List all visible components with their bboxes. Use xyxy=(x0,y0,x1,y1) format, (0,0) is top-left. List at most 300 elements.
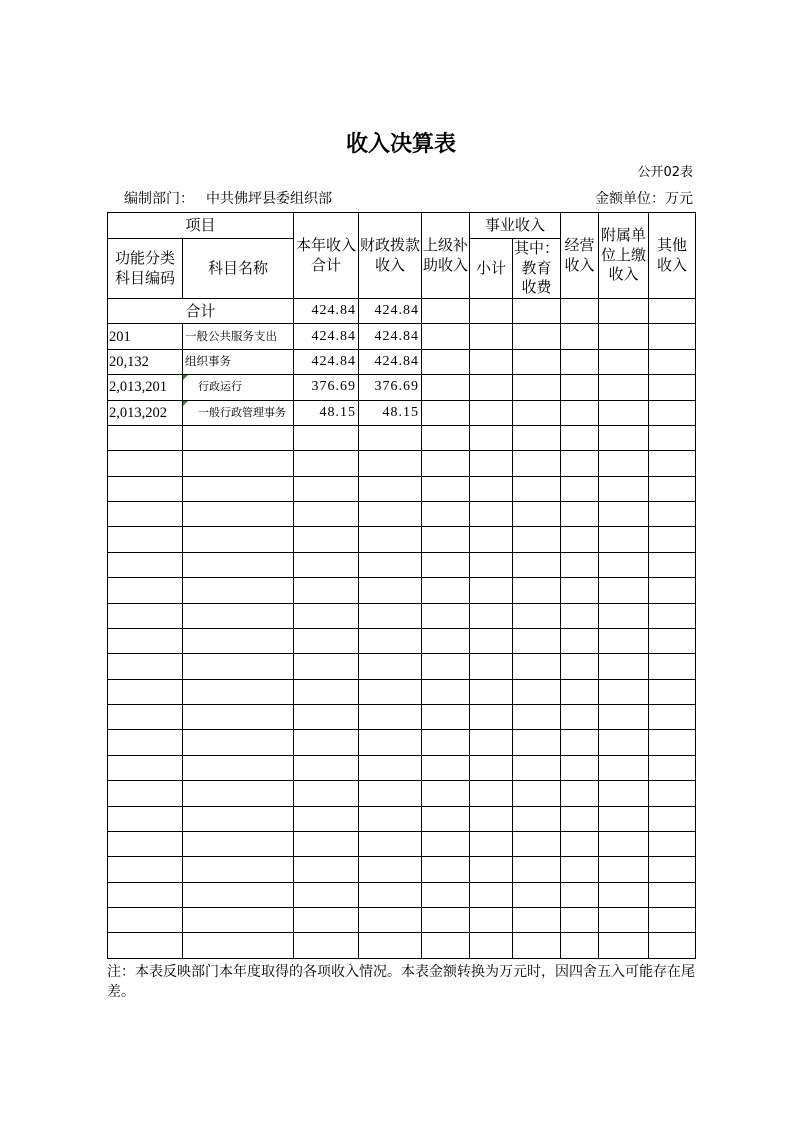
cell-fiscal xyxy=(359,679,422,704)
header-line: 其他 xyxy=(657,236,688,254)
cell-education xyxy=(513,451,561,476)
cell-other xyxy=(649,552,696,577)
cell-affiliated xyxy=(599,755,649,780)
cell-education xyxy=(513,831,561,856)
cell-subtotal xyxy=(470,705,513,730)
cell-other xyxy=(649,628,696,653)
cell-affiliated xyxy=(599,781,649,806)
account-name: 一般公共服务支出 xyxy=(185,330,277,343)
header-line: 收费 xyxy=(521,278,552,297)
header-line: 合计 xyxy=(311,255,342,274)
header-line: 经营 xyxy=(564,236,595,254)
cell-education xyxy=(513,527,561,552)
cell-subtotal xyxy=(470,730,513,755)
cell-name xyxy=(183,425,294,450)
cell-superior xyxy=(422,654,470,679)
cell-superior xyxy=(422,882,470,907)
item-header: 项目 xyxy=(108,213,294,239)
cell-subtotal xyxy=(470,552,513,577)
cell-superior xyxy=(422,603,470,628)
fiscal-income-header xyxy=(359,213,422,299)
cell-name xyxy=(183,527,294,552)
cell-total: 424.84 xyxy=(294,349,359,374)
empty-row xyxy=(108,679,696,704)
cell-fiscal xyxy=(359,882,422,907)
form-code: 公开02表 xyxy=(637,165,693,180)
cell-operation xyxy=(561,324,599,349)
cell-code xyxy=(108,425,183,450)
empty-row xyxy=(108,933,696,958)
header-line: 位上缴 xyxy=(601,245,647,264)
cell-other xyxy=(649,679,696,704)
cell-fiscal xyxy=(359,451,422,476)
cell-total: 424.84 xyxy=(294,324,359,349)
cell-fiscal xyxy=(359,705,422,730)
cell-operation xyxy=(561,552,599,577)
footnote: 注：本表反映部门本年度取得的各项收入情况。本表金额转换为万元时，因四舍五入可能存在尾差。 xyxy=(107,963,695,1000)
cell-total xyxy=(294,882,359,907)
cell-code xyxy=(108,451,183,476)
cell-subtotal xyxy=(470,324,513,349)
cell-total: 424.84 xyxy=(294,299,359,324)
cell-education xyxy=(513,628,561,653)
cell-code xyxy=(108,603,183,628)
cell-operation xyxy=(561,908,599,933)
cell-superior xyxy=(422,527,470,552)
cell-fiscal: 376.69 xyxy=(359,375,422,400)
dept-name: 中共佛坪县委组织部 xyxy=(206,191,332,207)
cell-total xyxy=(294,425,359,450)
empty-row xyxy=(108,451,696,476)
cell-fiscal: 48.15 xyxy=(359,400,422,425)
cell-affiliated xyxy=(599,882,649,907)
cell-fiscal xyxy=(359,476,422,501)
cell-code xyxy=(108,908,183,933)
cell-subtotal xyxy=(470,425,513,450)
cell-superior xyxy=(422,908,470,933)
cell-superior xyxy=(422,400,470,425)
cell-affiliated xyxy=(599,400,649,425)
cell-affiliated xyxy=(599,451,649,476)
table-row xyxy=(108,324,696,349)
page-title: 收入决算表 xyxy=(345,132,456,157)
total-income-header xyxy=(294,213,359,299)
cell-other xyxy=(649,908,696,933)
cell-other xyxy=(649,730,696,755)
empty-row xyxy=(108,831,696,856)
empty-row xyxy=(108,527,696,552)
cell-code xyxy=(108,730,183,755)
cell-subtotal xyxy=(470,857,513,882)
cell-affiliated xyxy=(599,476,649,501)
cell-subtotal xyxy=(470,603,513,628)
empty-row xyxy=(108,806,696,831)
header-row-1 xyxy=(108,213,696,239)
cell-total xyxy=(294,806,359,831)
header-line: 收入 xyxy=(375,255,406,274)
cell-education xyxy=(513,603,561,628)
cell-operation xyxy=(561,502,599,527)
cell-superior xyxy=(422,781,470,806)
other-income-header xyxy=(649,213,696,299)
cell-total: 48.15 xyxy=(294,400,359,425)
cell-education xyxy=(513,857,561,882)
header-line: 助收入 xyxy=(423,255,469,274)
cell-subtotal xyxy=(470,933,513,958)
cell-superior xyxy=(422,375,470,400)
empty-row xyxy=(108,908,696,933)
income-table xyxy=(107,212,696,959)
cell-code xyxy=(108,476,183,501)
cell-other xyxy=(649,324,696,349)
cell-name xyxy=(183,375,294,400)
career-income-header: 事业收入 xyxy=(470,213,561,239)
cell-fiscal xyxy=(359,654,422,679)
empty-row xyxy=(108,882,696,907)
cell-education xyxy=(513,908,561,933)
cell-superior xyxy=(422,324,470,349)
cell-name xyxy=(183,349,294,374)
cell-education xyxy=(513,552,561,577)
cell-education xyxy=(513,299,561,324)
cell-total xyxy=(294,628,359,653)
amount-unit: 金额单位：万元 xyxy=(595,191,693,207)
empty-row xyxy=(108,755,696,780)
cell-total xyxy=(294,755,359,780)
cell-other xyxy=(649,755,696,780)
cell-fiscal: 424.84 xyxy=(359,299,422,324)
cell-name xyxy=(183,679,294,704)
cell-total xyxy=(294,654,359,679)
header-line: 财政拨款 xyxy=(360,236,421,254)
cell-affiliated xyxy=(599,806,649,831)
cell-code xyxy=(108,679,183,704)
cell-affiliated xyxy=(599,705,649,730)
cell-superior xyxy=(422,857,470,882)
cell-other xyxy=(649,349,696,374)
cell-affiliated xyxy=(599,299,649,324)
cell-operation xyxy=(561,730,599,755)
cell-subtotal xyxy=(470,781,513,806)
cell-code xyxy=(108,578,183,603)
header-line: 本年收入 xyxy=(296,236,357,254)
empty-row xyxy=(108,654,696,679)
cell-code xyxy=(108,502,183,527)
cell-name xyxy=(183,908,294,933)
cell-superior xyxy=(422,628,470,653)
cell-affiliated xyxy=(599,324,649,349)
cell-code xyxy=(108,831,183,856)
cell-other xyxy=(649,527,696,552)
cell-name xyxy=(183,552,294,577)
error-indicator-icon xyxy=(183,375,188,380)
operation-income-header xyxy=(561,213,599,299)
name-header: 科目名称 xyxy=(183,239,294,299)
header-line: 科目编码 xyxy=(114,268,175,287)
cell-superior xyxy=(422,679,470,704)
empty-row xyxy=(108,730,696,755)
cell-education xyxy=(513,781,561,806)
cell-other xyxy=(649,831,696,856)
cell-operation xyxy=(561,400,599,425)
cell-operation xyxy=(561,654,599,679)
cell-affiliated xyxy=(599,527,649,552)
cell-name xyxy=(183,400,294,425)
cell-name xyxy=(183,324,294,349)
cell-affiliated xyxy=(599,603,649,628)
cell-name xyxy=(183,578,294,603)
cell-name xyxy=(183,831,294,856)
cell-affiliated xyxy=(599,552,649,577)
cell-code xyxy=(108,654,183,679)
cell-name xyxy=(183,781,294,806)
cell-total xyxy=(294,502,359,527)
cell-fiscal: 424.84 xyxy=(359,349,422,374)
cell-subtotal xyxy=(470,349,513,374)
cell-subtotal xyxy=(470,527,513,552)
cell-superior xyxy=(422,755,470,780)
cell-education xyxy=(513,806,561,831)
cell-affiliated xyxy=(599,908,649,933)
cell-other xyxy=(649,603,696,628)
cell-education xyxy=(513,502,561,527)
cell-superior xyxy=(422,933,470,958)
cell-superior xyxy=(422,502,470,527)
cell-subtotal xyxy=(470,806,513,831)
cell-operation xyxy=(561,603,599,628)
cell-code xyxy=(108,552,183,577)
cell-operation xyxy=(561,933,599,958)
empty-row xyxy=(108,628,696,653)
cell-other xyxy=(649,375,696,400)
cell-affiliated xyxy=(599,425,649,450)
cell-subtotal xyxy=(470,400,513,425)
empty-row xyxy=(108,578,696,603)
cell-subtotal xyxy=(470,882,513,907)
cell-subtotal xyxy=(470,908,513,933)
cell-code xyxy=(108,628,183,653)
cell-education xyxy=(513,375,561,400)
cell-superior xyxy=(422,349,470,374)
cell-name xyxy=(183,502,294,527)
header-line: 其中： xyxy=(514,239,560,258)
empty-row xyxy=(108,705,696,730)
cell-superior xyxy=(422,730,470,755)
cell-name xyxy=(183,628,294,653)
cell-name xyxy=(183,857,294,882)
cell-education xyxy=(513,654,561,679)
cell-other xyxy=(649,857,696,882)
cell-subtotal xyxy=(470,299,513,324)
cell-subtotal xyxy=(470,628,513,653)
total-row xyxy=(108,299,696,324)
empty-row xyxy=(108,552,696,577)
cell-code: 201 xyxy=(108,324,183,349)
cell-fiscal xyxy=(359,730,422,755)
cell-education xyxy=(513,476,561,501)
cell-total xyxy=(294,476,359,501)
header-line: 教育 xyxy=(521,258,552,277)
cell-total xyxy=(294,679,359,704)
cell-code xyxy=(108,705,183,730)
cell-fiscal: 424.84 xyxy=(359,324,422,349)
cell-education xyxy=(513,882,561,907)
cell-total xyxy=(294,603,359,628)
affiliated-income-header xyxy=(599,213,649,299)
cell-affiliated xyxy=(599,628,649,653)
cell-fiscal xyxy=(359,578,422,603)
cell-operation xyxy=(561,857,599,882)
empty-row xyxy=(108,857,696,882)
cell-total xyxy=(294,451,359,476)
cell-affiliated xyxy=(599,654,649,679)
cell-education xyxy=(513,730,561,755)
table-body xyxy=(108,299,696,959)
empty-row xyxy=(108,425,696,450)
cell-code xyxy=(108,857,183,882)
cell-operation xyxy=(561,705,599,730)
cell-superior xyxy=(422,705,470,730)
cell-operation xyxy=(561,679,599,704)
cell-affiliated xyxy=(599,730,649,755)
cell-affiliated xyxy=(599,857,649,882)
cell-code: 20,132 xyxy=(108,349,183,374)
cell-other xyxy=(649,400,696,425)
cell-name xyxy=(183,882,294,907)
header-line: 功能分类 xyxy=(114,249,175,267)
cell-subtotal xyxy=(470,654,513,679)
cell-fiscal xyxy=(359,527,422,552)
cell-operation xyxy=(561,375,599,400)
cell-total xyxy=(294,831,359,856)
cell-name xyxy=(183,654,294,679)
cell-code xyxy=(108,806,183,831)
cell-other xyxy=(649,299,696,324)
cell-affiliated xyxy=(599,375,649,400)
cell-other xyxy=(649,705,696,730)
cell-education xyxy=(513,349,561,374)
empty-row xyxy=(108,603,696,628)
cell-total xyxy=(294,781,359,806)
account-name: 行政运行 xyxy=(198,381,242,394)
header-line: 收入 xyxy=(608,265,639,284)
cell-code: 2,013,201 xyxy=(108,375,183,400)
cell-education xyxy=(513,679,561,704)
cell-code xyxy=(108,933,183,958)
cell-name xyxy=(183,730,294,755)
cell-fiscal xyxy=(359,425,422,450)
empty-row xyxy=(108,502,696,527)
header-line: 上级补 xyxy=(423,236,469,254)
cell-education xyxy=(513,933,561,958)
cell-education xyxy=(513,755,561,780)
cell-fiscal xyxy=(359,857,422,882)
cell-name xyxy=(183,603,294,628)
header-line: 附属单 xyxy=(601,226,647,245)
cell-total xyxy=(294,578,359,603)
error-indicator-icon xyxy=(183,401,188,406)
cell-fiscal xyxy=(359,552,422,577)
cell-fiscal xyxy=(359,908,422,933)
cell-name xyxy=(183,705,294,730)
cell-subtotal xyxy=(470,476,513,501)
cell-affiliated xyxy=(599,679,649,704)
cell-operation xyxy=(561,425,599,450)
cell-code xyxy=(108,527,183,552)
cell-name xyxy=(183,933,294,958)
cell-fiscal xyxy=(359,781,422,806)
cell-other xyxy=(649,806,696,831)
cell-other xyxy=(649,882,696,907)
account-name: 组织事务 xyxy=(185,355,231,368)
cell-fiscal xyxy=(359,502,422,527)
cell-total xyxy=(294,552,359,577)
cell-operation xyxy=(561,831,599,856)
cell-other xyxy=(649,425,696,450)
cell-code xyxy=(108,781,183,806)
cell-other xyxy=(649,781,696,806)
dept-label: 编制部门： xyxy=(124,191,194,207)
cell-operation xyxy=(561,349,599,374)
education-fee-header xyxy=(513,239,561,299)
cell-operation xyxy=(561,451,599,476)
table-row xyxy=(108,349,696,374)
cell-fiscal xyxy=(359,806,422,831)
cell-operation xyxy=(561,806,599,831)
cell-superior xyxy=(422,578,470,603)
cell-total xyxy=(294,730,359,755)
cell-other xyxy=(649,933,696,958)
cell-name xyxy=(183,806,294,831)
empty-row xyxy=(108,781,696,806)
cell-education xyxy=(513,324,561,349)
cell-other xyxy=(649,476,696,501)
cell-fiscal xyxy=(359,831,422,856)
cell-subtotal xyxy=(470,502,513,527)
cell-affiliated xyxy=(599,502,649,527)
cell-total xyxy=(294,908,359,933)
cell-affiliated xyxy=(599,578,649,603)
cell-other xyxy=(649,502,696,527)
cell-operation xyxy=(561,882,599,907)
cell-code xyxy=(108,755,183,780)
cell-subtotal xyxy=(470,375,513,400)
cell-subtotal xyxy=(470,755,513,780)
cell-education xyxy=(513,578,561,603)
cell-operation xyxy=(561,527,599,552)
total-row-label: 合计 xyxy=(108,299,294,324)
cell-superior xyxy=(422,831,470,856)
cell-operation xyxy=(561,578,599,603)
cell-superior xyxy=(422,425,470,450)
cell-operation xyxy=(561,781,599,806)
cell-code: 2,013,202 xyxy=(108,400,183,425)
cell-superior xyxy=(422,552,470,577)
superior-subsidy-header xyxy=(422,213,470,299)
cell-operation xyxy=(561,299,599,324)
cell-superior xyxy=(422,806,470,831)
header-line: 收入 xyxy=(657,255,688,274)
cell-superior xyxy=(422,451,470,476)
cell-superior xyxy=(422,476,470,501)
cell-operation xyxy=(561,628,599,653)
cell-other xyxy=(649,578,696,603)
cell-affiliated xyxy=(599,933,649,958)
cell-fiscal xyxy=(359,628,422,653)
cell-affiliated xyxy=(599,831,649,856)
cell-fiscal xyxy=(359,933,422,958)
cell-total xyxy=(294,527,359,552)
